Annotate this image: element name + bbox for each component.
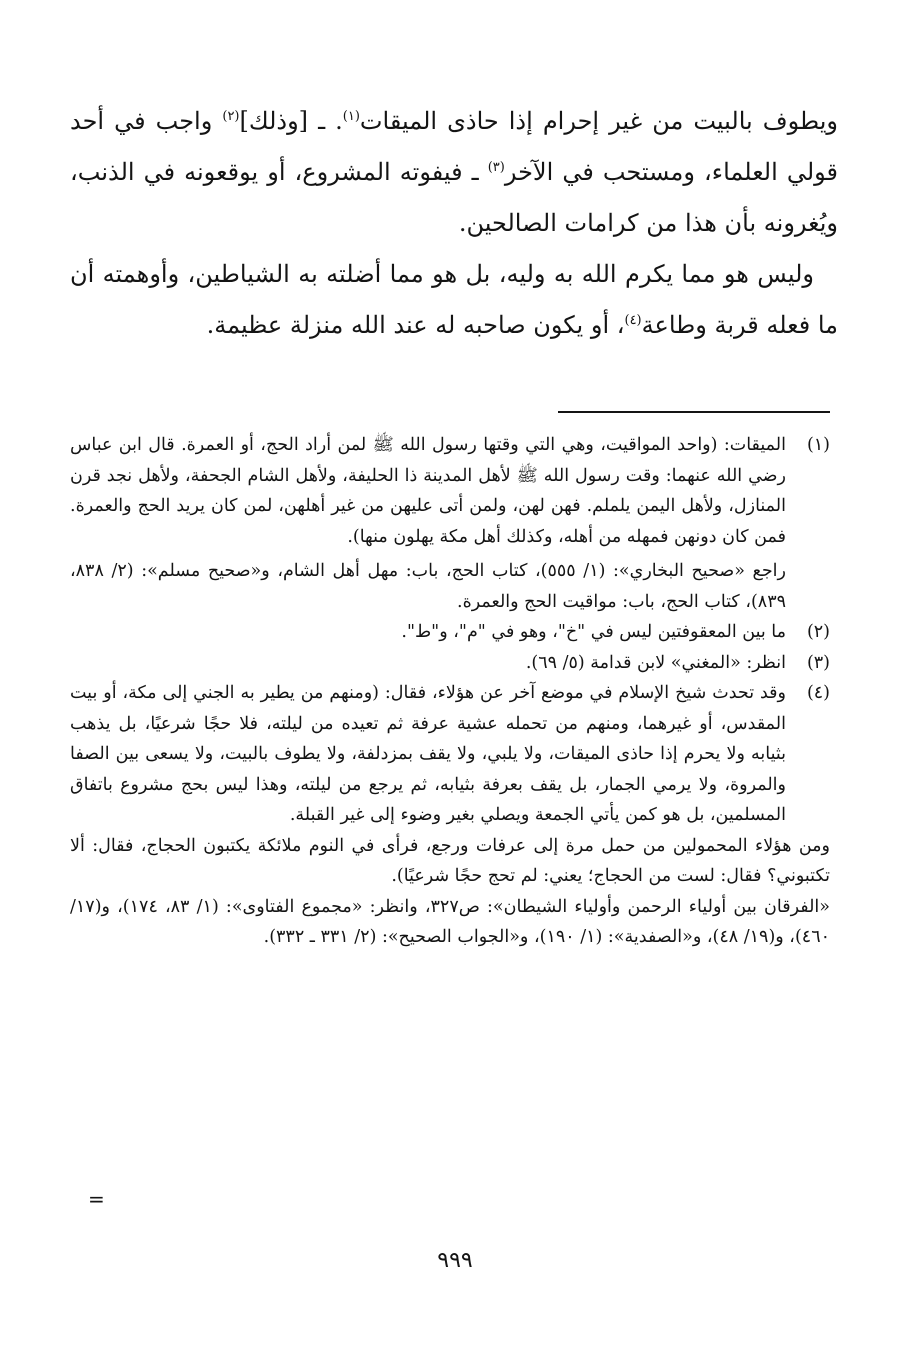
page-number: ٩٩٩: [437, 1248, 473, 1273]
footnote-text: «الفرقان بين أولياء الرحمن وأولياء الشيطان»: ص٣٢٧، وانظر: «مجموع الفتاوى»: (١/ ٨٣، ١٧٤)، و(١٧/ ٤٦٠)، و(١٩/ ٤٨)، و«الصفدية»: (١/ ١٩٠)، و«الجواب الصحيح»: (٢/ ٣٣١ ـ ٣٣٢).: [70, 896, 830, 947]
footnote-text: وقد تحدث شيخ الإسلام في موضع آخر عن هؤلاء، فقال: (ومنهم من يطير به الجني إلى مكة، أو بيت المقدس، أو غيرهما، ومنهم من تحمله عشية عرفة ثم تعيده من ليلته، فلا حجًا شرعيًا، بل يذهب بثيابه ولا يحرم إذا حاذى الميقات، ولا يلبي، ولا يقف بمزدلفة، ولا يطوف بالبيت، ولا يسعى بين الصفا والمروة، ولا يرمي الجمار، بل يقف بعرفة بثيابه، ثم يرجع من ليلته، وهذا ليس بحج مشروع باتفاق المسلمين، بل هو كمن يأتي الجمعة ويصلي بغير وضوء إلى غير القبلة.: [70, 683, 786, 825]
footnote-number: (١): [806, 435, 830, 455]
footnote-text: ما بين المعقوفتين ليس في "خ"، وهو في "م"، و"ط".: [401, 622, 786, 642]
main-text-segment: واجب في أحد قولي العلماء، ومستحب في الآخر: [70, 107, 839, 186]
footnotes: [70, 430, 830, 953]
footnote-number: (٣): [806, 652, 830, 673]
footnote-text: انظر: «المغني» لابن قدامة (٥/ ٦٩).: [525, 652, 786, 673]
main-paragraph-2: [70, 249, 838, 351]
footnote-separator: [558, 411, 830, 413]
footnote-number: (٢): [806, 622, 830, 642]
main-text-segment: ويطوف بالبيت من غير إحرام إذا حاذى الميقات: [359, 107, 838, 135]
footnote-ref-1[interactable]: (١): [342, 109, 360, 124]
footnote-2: [70, 617, 830, 648]
footnote-body: [70, 430, 786, 617]
footnote-ref-2[interactable]: (٢): [222, 109, 240, 124]
footnote-body: [70, 617, 786, 648]
main-text-segment: ، أو يكون صاحبه له عند الله منزلة عظيمة.: [206, 311, 625, 339]
main-text-segment: . ـ [وذلك]: [239, 107, 343, 135]
main-paragraph-1: [70, 96, 838, 249]
footnote-body: [70, 648, 786, 679]
footnote-4: [70, 678, 830, 831]
main-text-segment: ـ فيفوته المشروع، أو يوقعونه في الذنب، ويُغرونه بأن هذا من كرامات الصالحين.: [70, 158, 838, 237]
main-text: [70, 96, 838, 351]
footnote-ref-4[interactable]: (٤): [624, 313, 642, 328]
footnote-body: [70, 678, 786, 831]
footnote-ref-3[interactable]: (٣): [487, 160, 505, 175]
footnote-text: ومن هؤلاء المحمولين من حمل مرة إلى عرفات ورجع، فرأى في النوم ملائكة يكتبون الحجاج، فقال: ألا تكتبوني؟ فقال: لست من الحجاج؛ يعني: لم تحج حجًا شرعيًا).: [70, 835, 830, 886]
main-text-segment: وليس هو مما يكرم الله به وليه، بل هو مما أضلته به الشياطين، وأوهمته أن ما فعله قربة وطاعة: [70, 260, 838, 339]
footnote-text: راجع «صحيح البخاري»: (١/ ٥٥٥)، كتاب الحج، باب: مهل أهل الشام، و«صحيح مسلم»: (٢/ ٨٣٨، ٨٣٩)، كتاب الحج، باب: مواقيت الحج والعمرة.: [70, 561, 786, 612]
footnote-3: [70, 648, 830, 679]
footnote-1: [70, 430, 830, 617]
footnote-text: الميقات: (واحد المواقيت، وهي التي وقتها رسول الله ﷺ لمن أراد الحج، أو العمرة. قال ابن عباس رضي الله عنهما: وقت رسول الله ﷺ لأهل المدينة ذا الحليفة، ولأهل الشام الجحفة، ولأهل نجد قرن المنازل، ولأهل اليمن يلملم. فهن لهن، ولمن أتى عليهن من غير أهلهن، لمن كان يريد الحج والعمرة. فمن كان دونهن فمهله من أهله، وكذلك أهل مكة يهلون منها).: [70, 435, 786, 547]
continuation-mark: =: [88, 1187, 105, 1211]
footnote-continuation: [70, 831, 830, 953]
footnote-number: (٤): [806, 683, 830, 703]
